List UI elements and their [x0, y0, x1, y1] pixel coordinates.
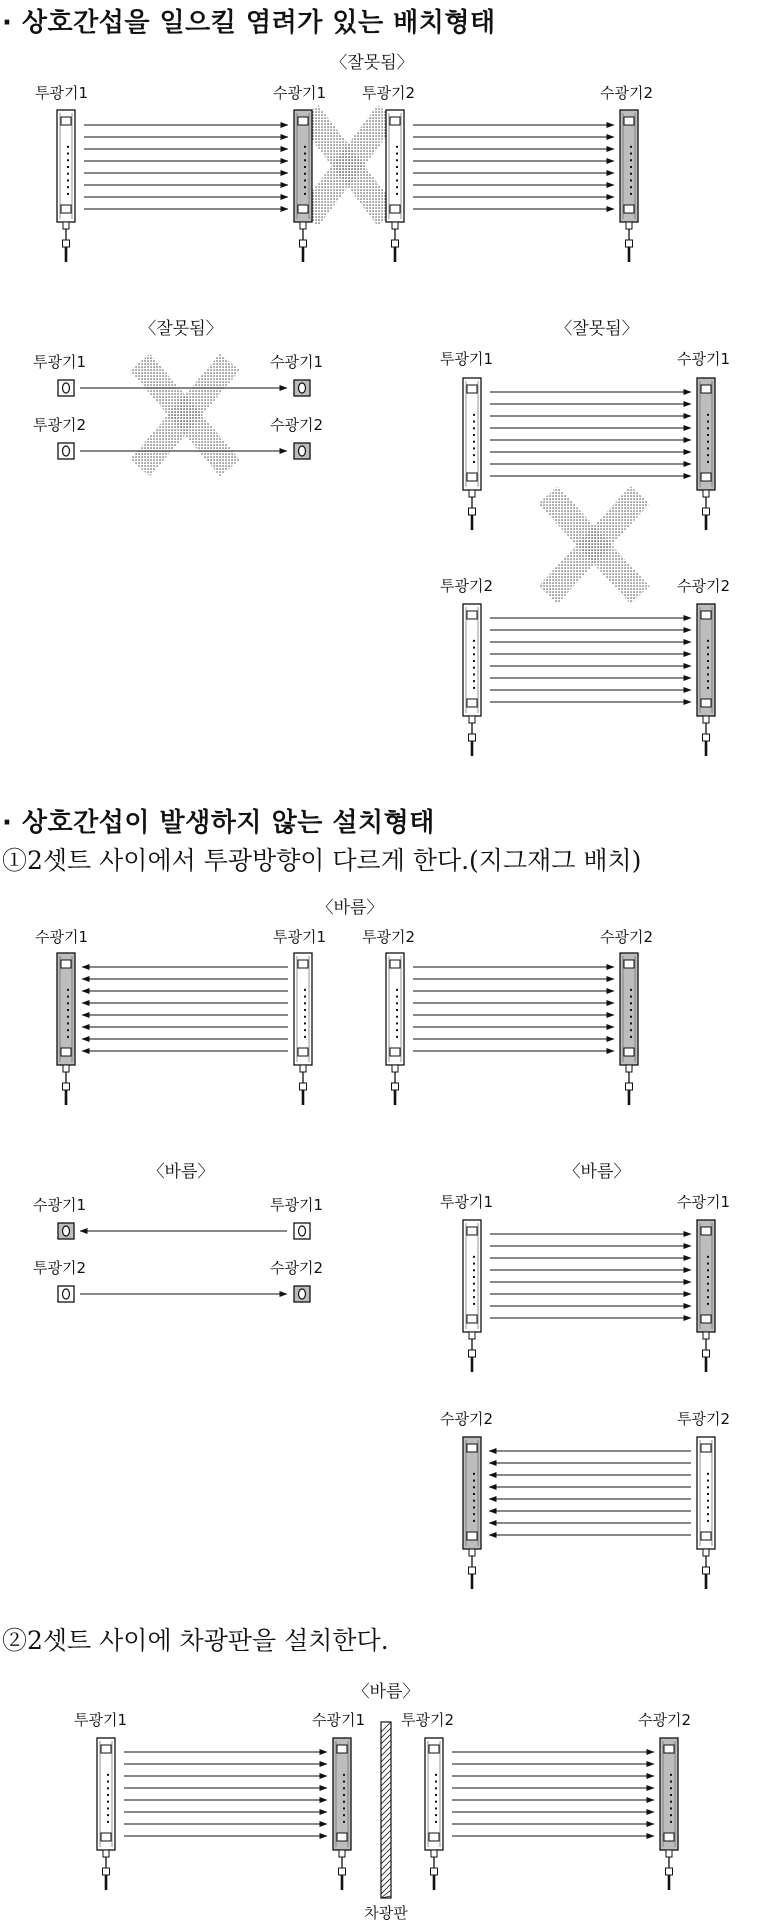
- fig5-emitter-2: [58, 1286, 74, 1302]
- fig4-label-tx2: 투광기2: [362, 928, 416, 946]
- fig7-label-rx2: 수광기2: [638, 1711, 692, 1729]
- fig2-receiver-1: [294, 380, 310, 396]
- fig1-label-tx1: 투광기1: [35, 84, 89, 102]
- fig1-receiver-2: [620, 110, 638, 262]
- fig3-receiver-1: [697, 378, 715, 530]
- fig4-emitter-2: [386, 953, 404, 1105]
- fig2-emitter-1: [58, 380, 74, 396]
- fig3-emitter-1: [463, 378, 481, 530]
- fig6-emitter-1: [463, 1220, 481, 1372]
- fig6-receiver-1: [697, 1220, 715, 1372]
- fig1-receiver-1: [294, 110, 312, 262]
- fig7-emitter-2: [425, 1738, 443, 1890]
- fig3-emitter-2: [463, 604, 481, 756]
- fig5-label-tx1: 투광기1: [270, 1196, 324, 1214]
- fig1-emitter-2: [386, 110, 404, 262]
- fig7-label-shield: 차광판: [364, 1904, 408, 1922]
- fig4-label-tx1: 투광기1: [273, 928, 327, 946]
- fig5-emitter-1: [294, 1223, 310, 1239]
- method-2-shield-plate: ②2셋트 사이에 차광판을 설치한다.: [2, 1626, 389, 1655]
- fig3-label-rx2: 수광기2: [677, 577, 731, 595]
- fig3-label-rx1: 수광기1: [677, 350, 731, 368]
- fig5-title: 〈바름〉: [147, 1162, 215, 1182]
- method-1-zigzag: ①2셋트 사이에서 투광방향이 다르게 한다.(지그재그 배치): [2, 846, 642, 875]
- fig6-emitter-2: [697, 1437, 715, 1589]
- fig7-title: 〈바름〉: [352, 1682, 420, 1702]
- fig4-title: 〈바름〉: [316, 898, 384, 918]
- fig2-receiver-2: [294, 443, 310, 459]
- fig7-receiver-2: [660, 1738, 678, 1890]
- fig1-title: 〈잘못됨〉: [330, 53, 414, 73]
- fig2-title: 〈잘못됨〉: [139, 319, 223, 339]
- fig1-emitter-1: [57, 110, 75, 262]
- fig7-label-tx1: 투광기1: [74, 1711, 128, 1729]
- fig6-label-tx2: 투광기2: [677, 1410, 731, 1428]
- fig7-label-tx2: 투광기2: [401, 1711, 455, 1729]
- fig3-label-tx2: 투광기2: [440, 577, 494, 595]
- fig7-label-rx1: 수광기1: [312, 1711, 366, 1729]
- fig7-emitter-1: [97, 1738, 115, 1890]
- fig3-receiver-2: [697, 604, 715, 756]
- fig1-label-tx2: 투광기2: [362, 84, 416, 102]
- fig4-receiver-2: [620, 953, 638, 1105]
- fig4-label-rx1: 수광기1: [35, 928, 89, 946]
- fig2-label-tx1: 투광기1: [33, 353, 87, 371]
- fig2-label-rx1: 수광기1: [270, 353, 324, 371]
- fig3-label-tx1: 투광기1: [440, 350, 494, 368]
- fig2-label-tx2: 투광기2: [33, 416, 87, 434]
- fig5-label-rx1: 수광기1: [33, 1196, 87, 1214]
- fig5-receiver-1: [58, 1223, 74, 1239]
- fig4-receiver-1: [57, 953, 75, 1105]
- fig6-label-rx1: 수광기1: [677, 1193, 731, 1211]
- fig3-title: 〈잘못됨〉: [555, 319, 639, 339]
- fig5-receiver-2: [294, 1286, 310, 1302]
- heading-interference-layouts: · 상호간섭을 일으킬 염려가 있는 배치형태: [2, 8, 496, 38]
- fig6-title: 〈바름〉: [563, 1162, 631, 1182]
- fig7-shield-plate: [381, 1722, 391, 1898]
- fig6-receiver-2: [463, 1437, 481, 1589]
- fig6-label-rx2: 수광기2: [440, 1410, 494, 1428]
- fig5-label-tx2: 투광기2: [33, 1259, 87, 1277]
- fig5-label-rx2: 수광기2: [270, 1259, 324, 1277]
- fig7-receiver-1: [333, 1738, 351, 1890]
- fig1-label-rx1: 수광기1: [273, 84, 327, 102]
- fig2-label-rx2: 수광기2: [270, 416, 324, 434]
- fig4-label-rx2: 수광기2: [600, 928, 654, 946]
- fig2-emitter-2: [58, 443, 74, 459]
- fig4-emitter-1: [294, 953, 312, 1105]
- fig1-label-rx2: 수광기2: [600, 84, 654, 102]
- heading-no-interference-layouts: · 상호간섭이 발생하지 않는 설치형태: [2, 808, 435, 838]
- fig6-label-tx1: 투광기1: [440, 1193, 494, 1211]
